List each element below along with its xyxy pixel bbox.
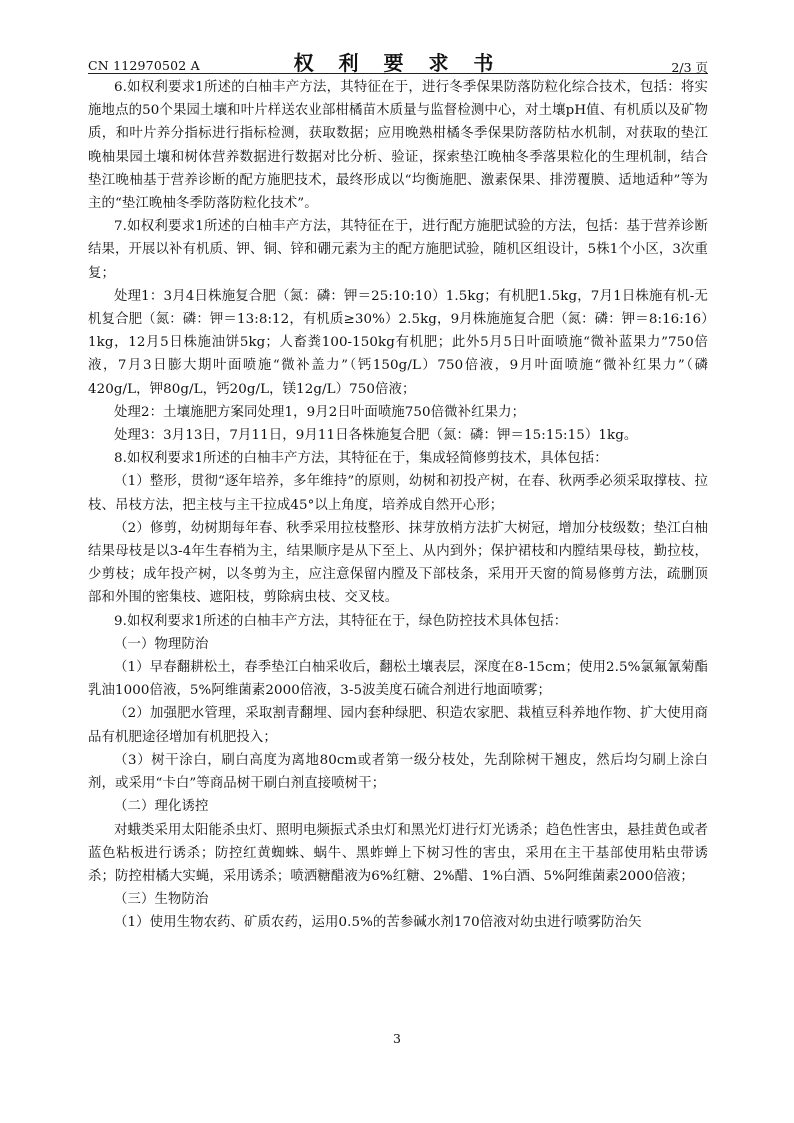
physical-item-1: （1）早春翻耕松土，春季垫江白柚采收后，翻松土壤表层，深度在8-15cm；使用2.5%氯氟氰菊酯乳油1000倍液，5%阿维菌素2000倍液，3-5波美度石硫合剂进行地面喷雾； (88, 660, 708, 699)
header-rule (88, 73, 708, 74)
treatment-3: 处理3：3月13日，7月11日，9月11日各株施复合肥（氮：磷：钾＝15:15:15）1kg。 (114, 428, 638, 444)
claim-7: 7.如权利要求1所述的白柚丰产方法，其特征在于，进行配方施肥试验的方法，包括：基于营养诊断结果，开展以补有机质、钾、铜、锌和硼元素为主的配方施肥试验，随机区组设计，5株1个小区，3次重复； (88, 219, 708, 281)
claim-8: 8.如权利要求1所述的白柚丰产方法，其特征在于，集成轻简修剪技术，具体包括： (114, 451, 608, 467)
pruning-item-1: （1）整形，贯彻“逐年培养，多年维持”的原则，幼树和初投产树，在春、秋两季必须采取撑枝、拉枝、吊枝方法，把主枝与主干拉成45°以上角度，培养成自然开心形； (88, 474, 708, 513)
section-physical-control: （一）物理防治 (114, 636, 209, 652)
claim-6: 6.如权利要求1所述的白柚丰产方法，其特征在于，进行冬季保果防落防粒化综合技术，包括：将实施地点的50个果园土壤和叶片样送农业部柑橘苗木质量与监督检测中心，对土壤pH值、有机质以及矿物质，和叶片养分指标进行指标检测，获取数据；应用晚熟柑橘冬季保果防落防枯水机制，对获取的垫江晚柚果园土壤和树体营养数据进行数据对比分析、验证，探索垫江晚柚冬季落果粒化的生理机制，结合垫江晚柚基于营养诊断的配方施肥技术，最终形成以“均衡施肥、激素保果、排涝覆膜、适地适种”等为主的“垫江晚柚冬季防落防粒化技术”。 (88, 80, 708, 212)
patent-number: CN 112970502 A (88, 58, 200, 73)
treatment-1: 处理1：3月4日株施复合肥（氮：磷：钾＝25:10:10）1.5kg；有机肥1.5kg，7月1日株施有机-无机复合肥（氮：磷：钾＝13:8:12，有机质≥30%）2.5kg，9月株施施复合肥（氮：磷：钾＝8:16:16）1kg，12月5日株施油饼5kg；人畜粪100-150kg有机肥；此外5月5日叶面喷施“微补蓝果力”750倍液，7月3日膨大期叶面喷施“微补盖力”（钙150g/L）750倍液，9月叶面喷施“微补红果力”（磷420g/L，钾80g/L，钙20g/L，镁12g/L）750倍液； (88, 288, 708, 397)
page-header (88, 44, 708, 80)
page-indicator: 2/3 页 (671, 60, 708, 75)
physical-item-2: （2）加强肥水管理，采取割青翻埋、园内套种绿肥、积造农家肥、栽植豆科养地作物、扩大使用商品有机肥途径增加有机肥投入； (88, 706, 708, 745)
treatment-2: 处理2：土壤施肥方案同处理1，9月2日叶面喷施750倍微补红果力； (114, 404, 526, 420)
biological-item-1: （1）使用生物农药、矿质农药，运用0.5%的苦参碱水剂170倍液对幼虫进行喷雾防治矢 (114, 915, 642, 931)
physical-item-3: （3）树干涂白，刷白高度为离地80cm或者第一级分枝处，先刮除树干翘皮，然后均匀刷上涂白剂，或采用“卡白”等商品树干刷白剂直接喷树干； (88, 752, 708, 792)
page-number: 3 (393, 1031, 401, 1046)
section-trapping-control: （二）理化诱控 (114, 799, 209, 815)
document-title: 权 利 要 求 书 (293, 51, 503, 75)
section-biological-control: （三）生物防治 (114, 892, 209, 908)
claims-body (88, 76, 708, 935)
pruning-item-2: （2）修剪，幼树期每年春、秋季采用拉枝整形、抹芽放梢方法扩大树冠，增加分枝级数；垫江白柚结果母枝是以3-4年生春梢为主，结果顺序是从下至上、从内到外；保护裙枝和内膛结果母枝，勤拉枝，少剪枝；成年投产树，以冬剪为主，应注意保留内膛及下部枝条，采用开天窗的简易修剪方法，疏删顶部和外围的密集枝、遮阳枝，剪除病虫枝、交叉枝。 (88, 520, 708, 606)
trapping-text: 对蛾类采用太阳能杀虫灯、照明电频振式杀虫灯和黑光灯进行灯光诱杀；趋色性害虫，悬挂黄色或者蓝色粘板进行诱杀；防控红黄蜘蛛、蜗牛、黑蚱蝉上下树习性的害虫，采用在主干基部使用粘虫带诱杀；防控柑橘大实蝇，采用诱杀；喷洒糖醋液为6%红糖、2%醋、1%白酒、5%阿维菌素2000倍液； (88, 822, 708, 884)
claim-9: 9.如权利要求1所述的白柚丰产方法，其特征在于，绿色防控技术具体包括： (114, 613, 568, 629)
